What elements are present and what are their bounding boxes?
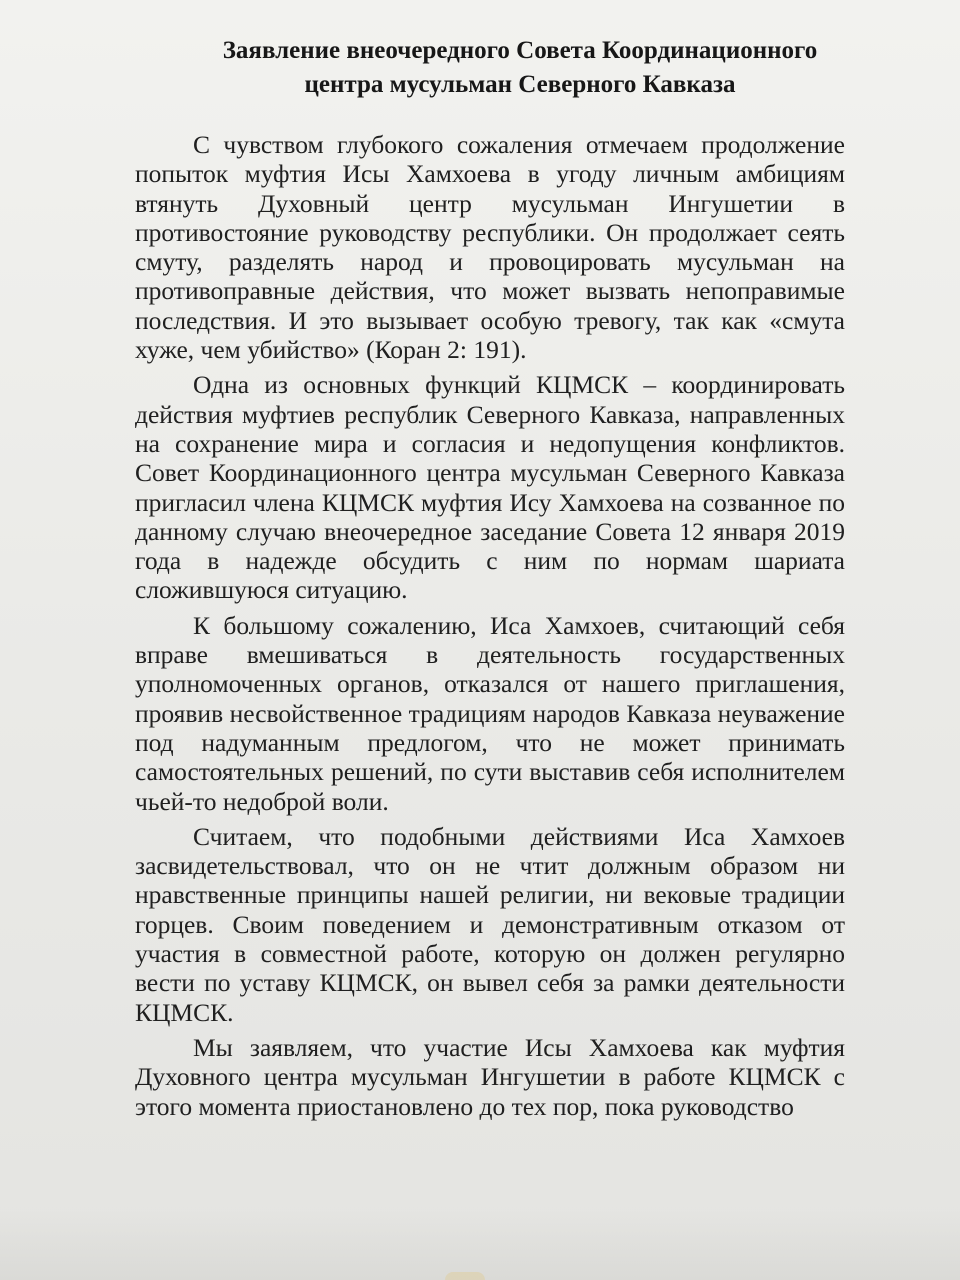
page-edge-mark [445,1272,485,1280]
document-title: Заявление внеочередного Совета Координационного центра мусульман Северного Кавказа [222,37,818,98]
paragraph: Мы заявляем, что участие Исы Хамхоева как муфтия Духовного центра мусульман Ингушетии в работе КЦМСК с этого момента приостановлено до тех пор, пока руководство [135,1032,845,1121]
paragraph: К большому сожалению, Иса Хамхоев, считающий себя вправе вмешиваться в деятельность государственных уполномоченных органов, отказался от нашего приглашения, проявив несвойственное традициям народов Кавказа неуважение под надуманным предлогом, что не может принимать самостоятельных решений, по сути выставив себя исполнителем чьей-то недоброй воли. [135,610,845,816]
paragraph: Считаем, что подобными действиями Иса Хамхоев засвидетельствовал, что он не чтит должным образом ни нравственные принципы нашей религии, ни вековые традиции горцев. Своим поведением и демонстративным отказом от участия в совместной работе, которую он должен регулярно вести по уставу КЦМСК, он вывел себя за рамки деятельности КЦМСК. [135,821,845,1027]
paragraph: Одна из основных функций КЦМСК – координировать действия муфтиев республик Северного Кавказа, направленных на сохранение мира и согласия и недопущения конфликтов. Совет Координационного центра мусульман Северного Кавказа пригласил члена КЦМСК муфтия Ису Хамхоева на созванное по данному случаю внеочередное заседание Совета 12 января 2019 года в надежде обсудить с ним по нормам шариата сложившуюся ситуацию. [135,370,845,605]
document-body [135,130,845,1121]
paragraph: С чувством глубокого сожаления отмечаем продолжение попыток муфтия Исы Хамхоева в угоду личным амбициям втянуть Духовный центр мусульман Ингушетии в противостояние руководству республики. Он продолжает сеять смуту, разделять народ и провоцировать мусульман на противоправные действия, что может вызвать непоправимые последствия. И это вызывает особую тревогу, так как «смута хуже, чем убийство» (Коран 2: 191). [135,130,845,365]
